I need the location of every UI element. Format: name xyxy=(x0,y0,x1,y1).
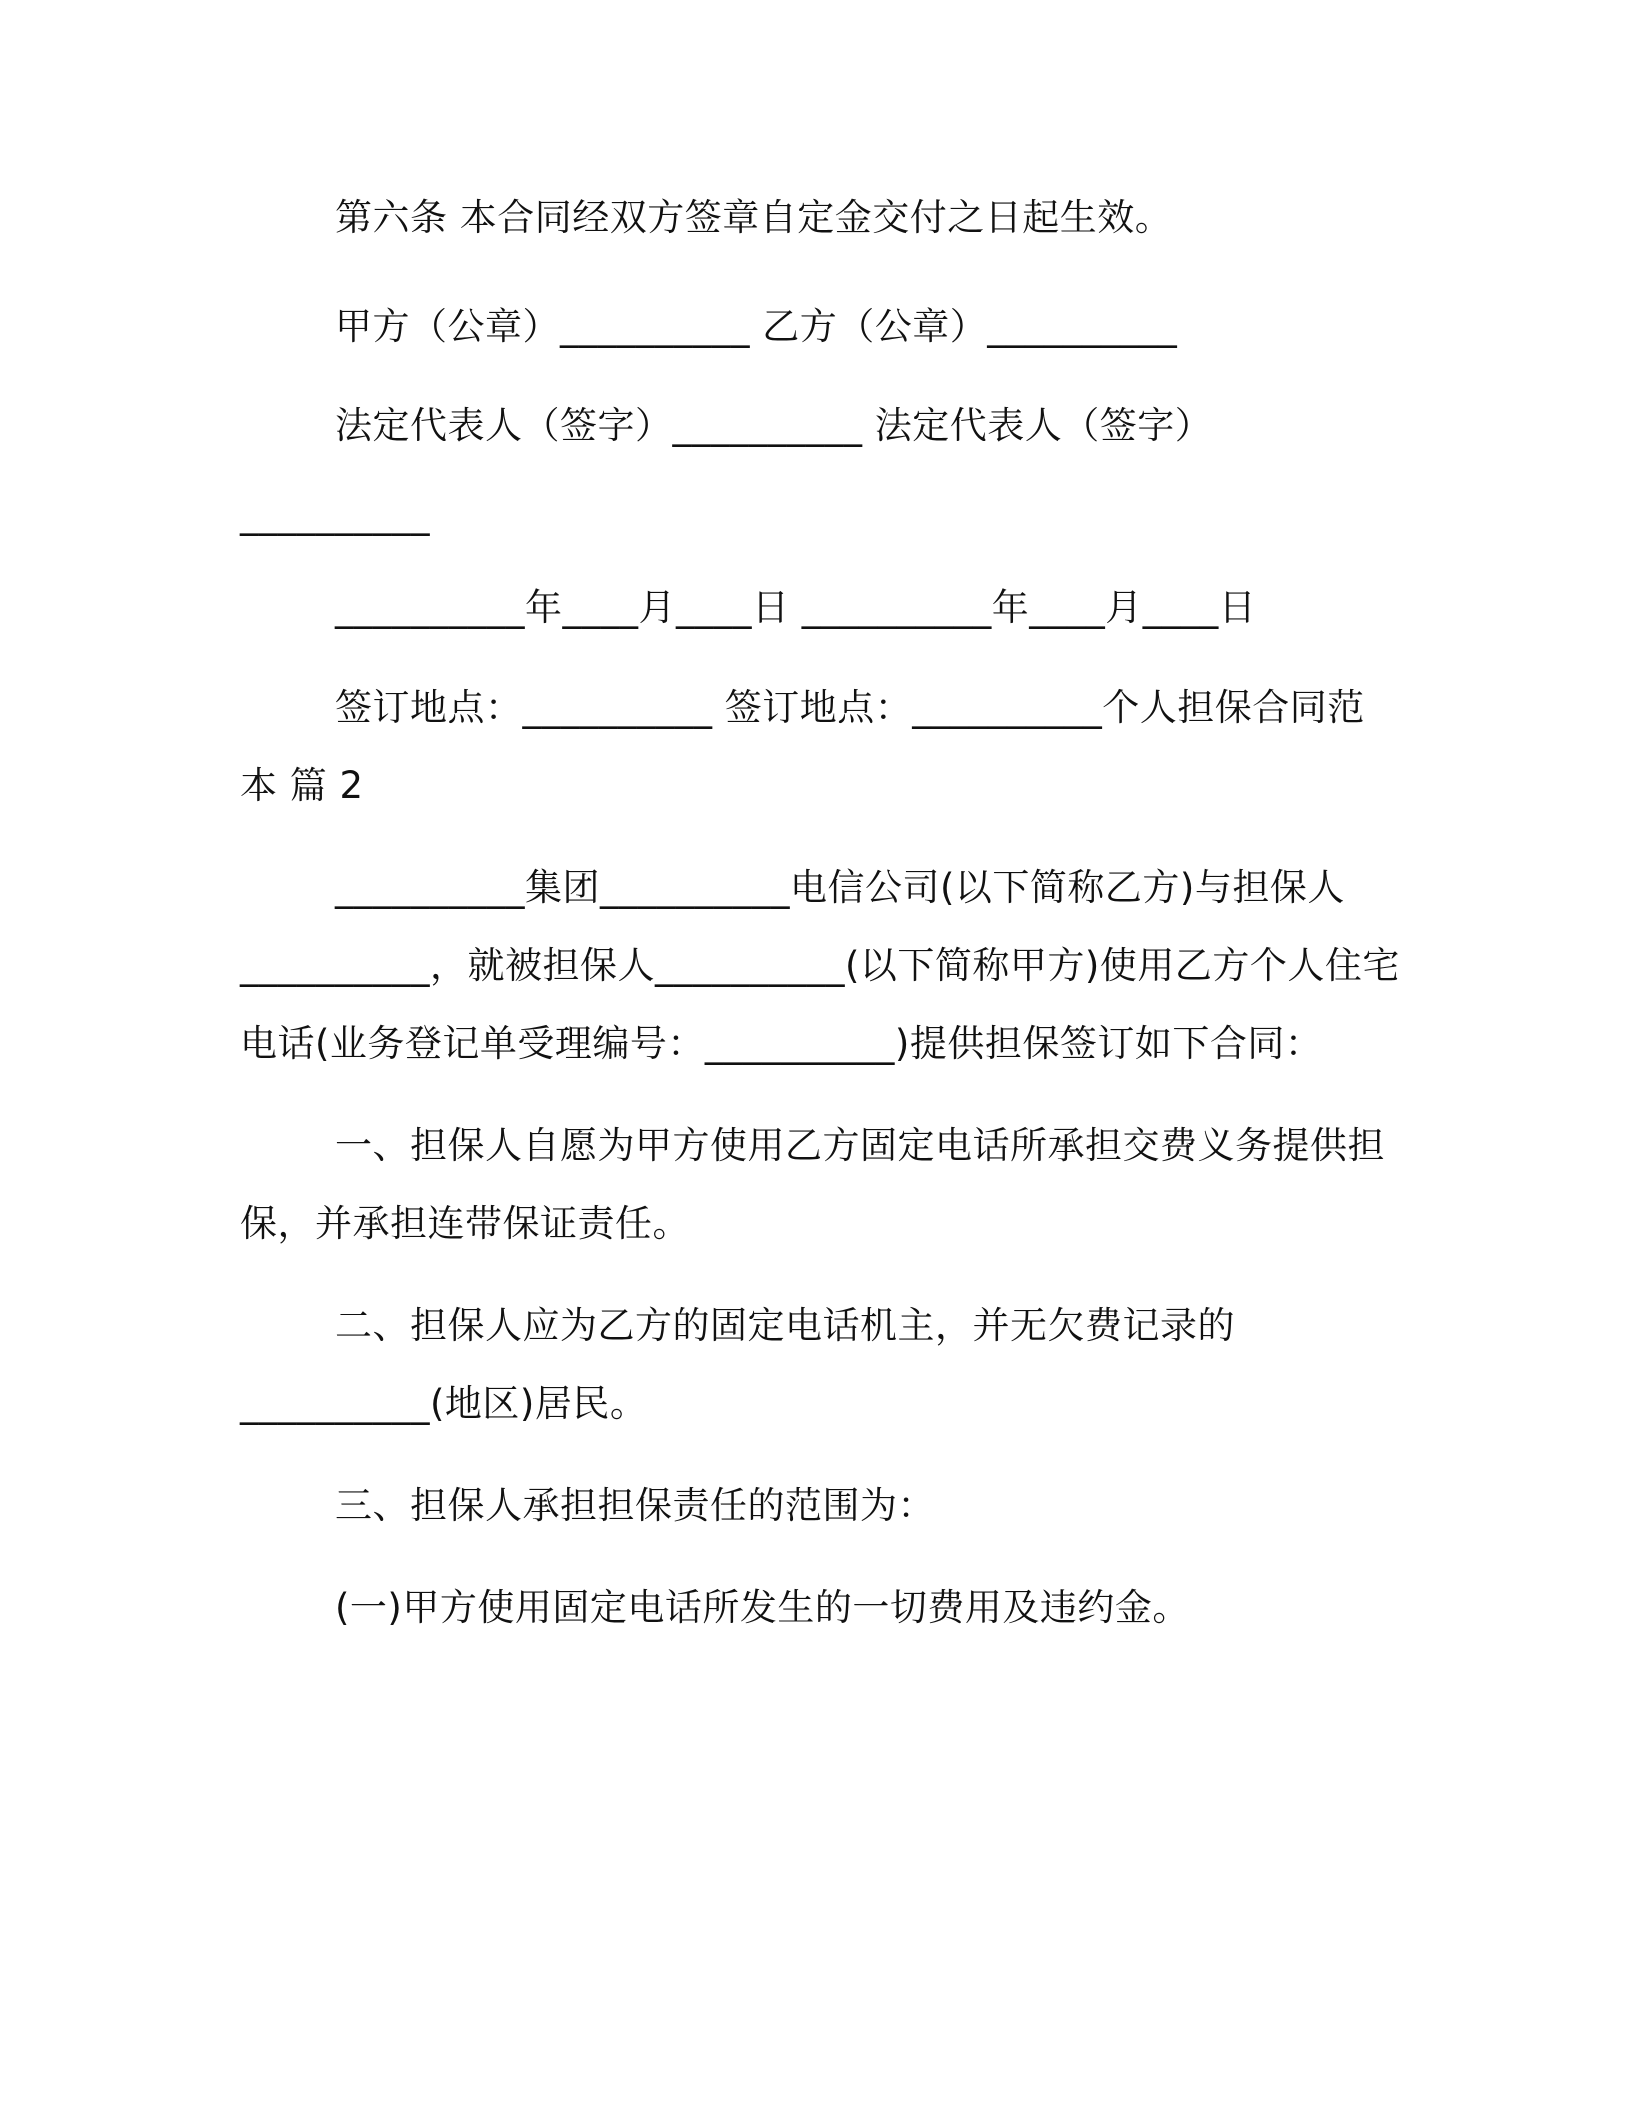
clause-3-item-1: (一)甲方使用固定电话所发生的一切费用及违约金。 xyxy=(335,1586,1190,1629)
intro-line-2: __________，就被担保人__________(以下简称甲方)使用乙方个人住宅 xyxy=(240,944,1400,987)
clause-1-line-1: 一、担保人自愿为甲方使用乙方固定电话所承担交费义务提供担 xyxy=(335,1124,1385,1167)
intro-line-1: __________集团__________电信公司(以下简称乙方)与担保人 xyxy=(335,866,1345,909)
signing-place-line: 签订地点：__________ 签订地点：__________个人担保合同范 xyxy=(335,686,1365,729)
legal-rep-signature-line: 法定代表人（签字）__________ 法定代表人（签字） xyxy=(335,404,1213,447)
section-heading-part-2: 本 篇 2 xyxy=(240,764,364,807)
party-seal-line: 甲方（公章）__________ 乙方（公章）__________ xyxy=(335,305,1178,348)
clause-6-effective: 第六条 本合同经双方签章自定金交付之日起生效。 xyxy=(335,196,1173,239)
clause-3-heading: 三、担保人承担担保责任的范围为： xyxy=(335,1484,935,1527)
clause-1-line-2: 保，并承担连带保证责任。 xyxy=(240,1202,690,1245)
clause-2-line-1: 二、担保人应为乙方的固定电话机主，并无欠费记录的 xyxy=(335,1304,1235,1347)
legal-rep-signature-blank: __________ xyxy=(240,493,430,536)
intro-line-3: 电话(业务登记单受理编号：__________)提供担保签订如下合同： xyxy=(240,1022,1323,1065)
clause-2-line-2: __________(地区)居民。 xyxy=(240,1382,648,1425)
signing-date-line: __________年____月____日 __________年____月____日 xyxy=(335,586,1257,629)
